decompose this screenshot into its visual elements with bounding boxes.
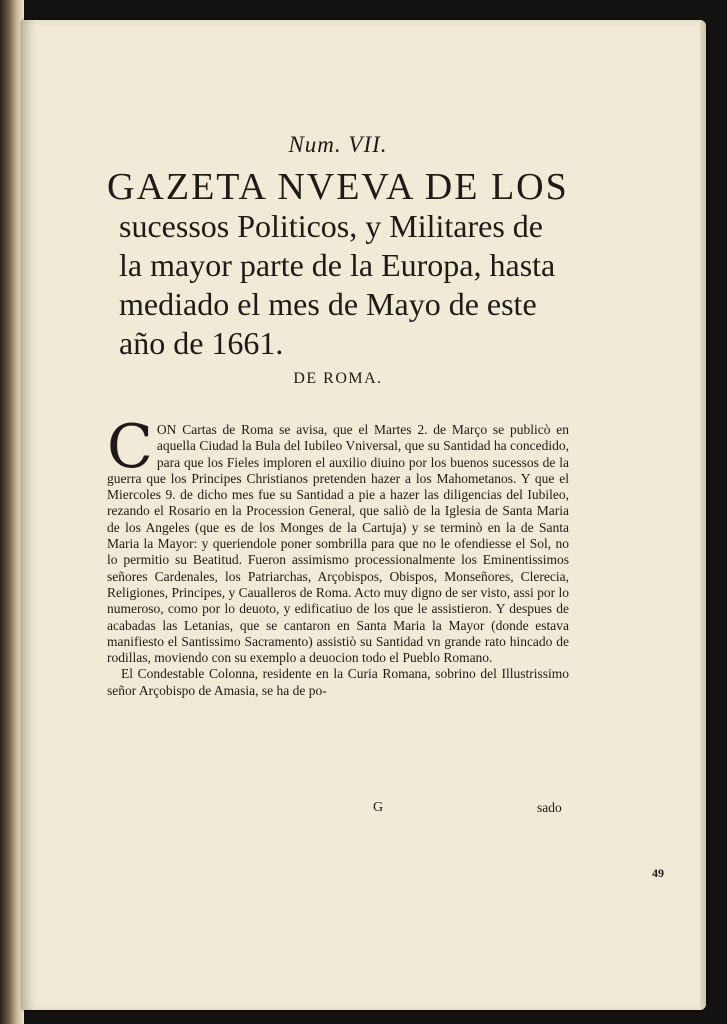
- paragraph-1-text: ON Cartas de Roma se avisa, que el Martes 2. de Março se publicò en aquella Ciudad la Bula del Iubileo Vniversal, que su Santidad ha concedido, para que los Fieles imploren el auxilio diuino por los buenos sucessos de la guerra que los Principes Christianos pretenden hazer a los Mahometanos. Y que el Miercoles 9. de dicho mes fue su Santidad a pie a hazer las diligencias del Iubileo, rezando el Rosario en la Procession General, que saliò de la Iglesia de Santa Maria de los Angeles (que es de los Monges de la Cartuja) y se terminò en la de Santa Maria la Mayor: y queriendole poner sombrilla para que no le ofendiesse el Sol, no lo permitio su Beatitud. Fueron assimismo processionalmente los Eminentissimos señores Cardenales, los Patriarchas, Arçobispos, Obispos, Monseñores, Clerecia, Religiones, Principes, y Caualleros de Roma. Acto muy digno de ser visto, assi por lo numeroso, como por lo deuoto, y edificatiuo de los que le assistieron. Y despues de acabadas las Letanias, que se cantaron en Santa Maria la Mayor (donde estava manifiesto el Santissimo Sacramento) assistiò su Santidad vn grande rato hincado de rodillas, moviendo con su exemplo a deuocion todo el Pueblo Romano.: [107, 422, 569, 666]
- paragraph-1: [107, 412, 569, 666]
- page-edge: [700, 20, 706, 1010]
- book-page: [22, 20, 706, 1010]
- gazette-title: [107, 168, 569, 363]
- section-heading: DE ROMA.: [293, 370, 383, 387]
- paragraph-2: El Condestable Colonna, residente en la Curia Romana, sobrino del Illustrissimo señor Arçobispo de Amasia, se ha de po-: [107, 666, 569, 698]
- drop-cap: C: [107, 412, 153, 482]
- signature-mark: G: [373, 800, 384, 815]
- book-spine: [0, 0, 24, 1024]
- issue-number: Num. VII.: [288, 132, 388, 157]
- catchword: sado: [537, 800, 562, 815]
- title-subtitle: sucessos Politicos, y Militares de la mayor parte de la Europa, hasta mediado el mes de Mayo de este año de 1661.: [119, 208, 556, 361]
- title-caps: GAZETA NVEVA DE LOS: [107, 166, 569, 208]
- article-body: [107, 412, 569, 699]
- page-number: 49: [652, 866, 664, 880]
